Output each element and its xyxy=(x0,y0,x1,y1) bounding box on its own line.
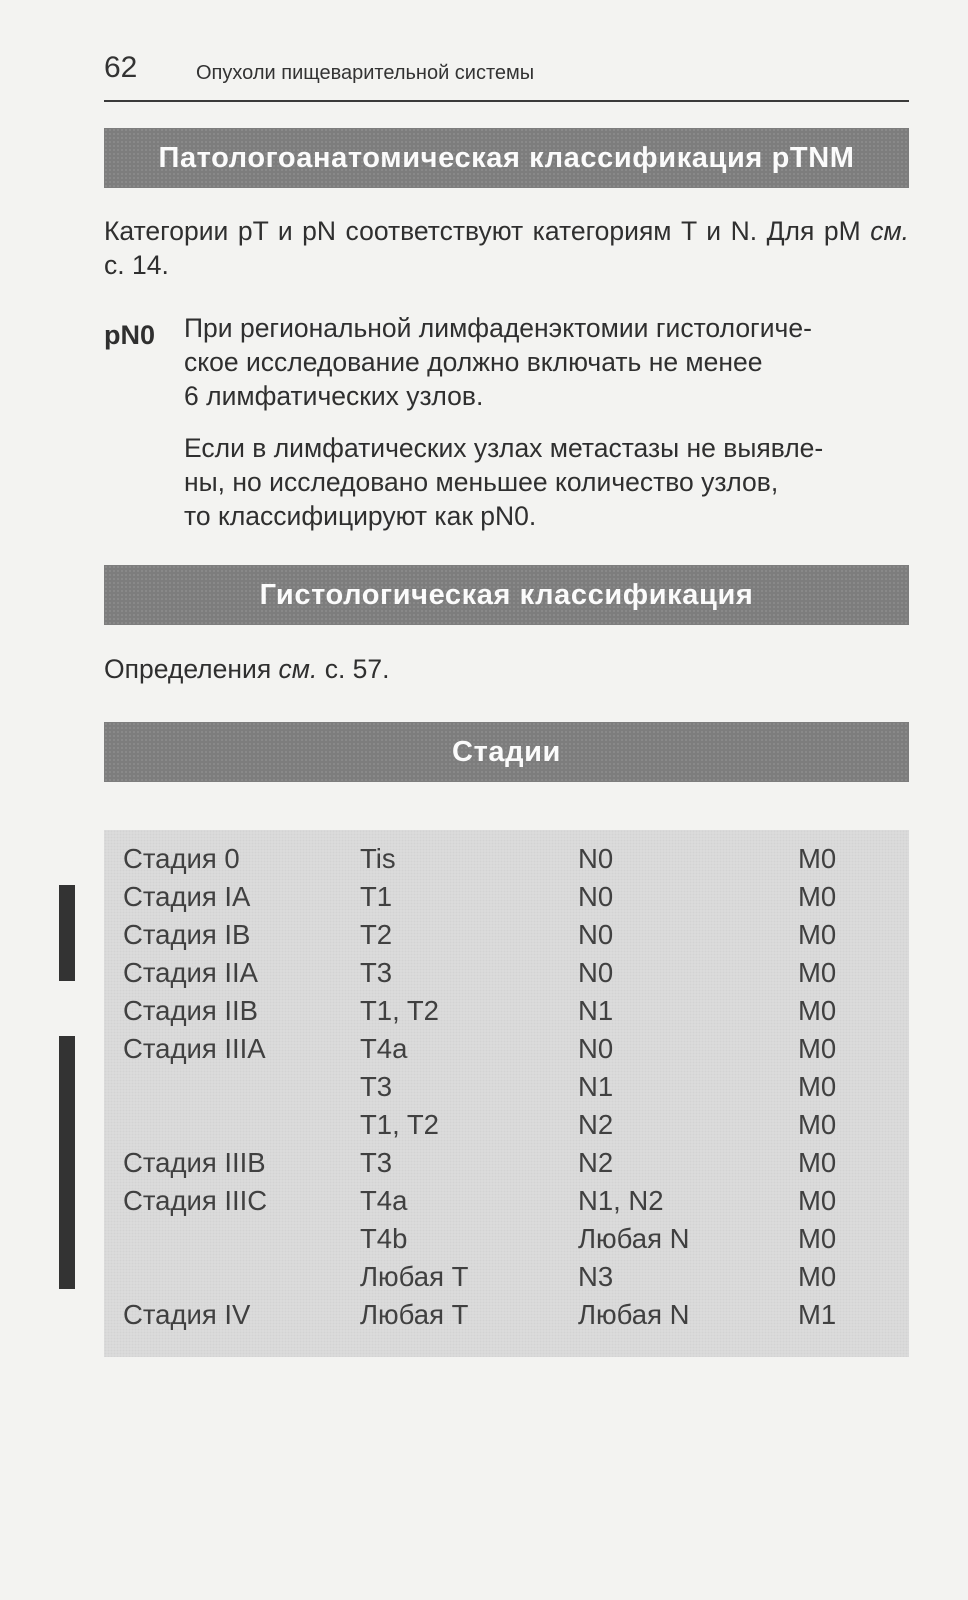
pn0-definition-line: ское исследование должно включать не менее xyxy=(184,347,763,377)
stage-n-category: N0 xyxy=(578,1033,614,1064)
stage-t-category: T1 xyxy=(360,881,393,912)
stage-t-category: T4a xyxy=(360,1185,408,1216)
stage-n-category: Любая N xyxy=(578,1299,690,1330)
stage-row xyxy=(104,878,909,916)
stage-t-category: T2 xyxy=(360,919,393,950)
stage-n-category: N0 xyxy=(578,957,614,988)
stage-t-category: T3 xyxy=(360,1147,393,1178)
stage-n-category: N0 xyxy=(578,919,614,950)
stage-n-category: N3 xyxy=(578,1261,614,1292)
ptnm-intro-text: Категории pT и pN соответствуют категориям T и N. Для pM xyxy=(104,216,861,246)
histology-ref: см. xyxy=(278,654,318,684)
ptnm-intro-ref: см. xyxy=(870,216,909,246)
stage-row xyxy=(104,1106,909,1144)
stage-n-category: N2 xyxy=(578,1147,614,1178)
histology-text: Определения xyxy=(104,654,272,684)
running-title: Опухоли пищеварительной системы xyxy=(196,62,535,84)
stages-section-heading: Стадии xyxy=(104,722,909,782)
pn0-note-line: Если в лимфатических узлах метастазы не выявле- xyxy=(184,433,824,463)
running-head xyxy=(104,48,909,102)
stage-row xyxy=(104,1296,909,1334)
stage-t-category: T1, T2 xyxy=(360,995,439,1026)
stage-row xyxy=(104,840,909,878)
histology-paragraph xyxy=(104,652,909,686)
stage-n-category: N0 xyxy=(578,881,614,912)
pn0-definition-line: При региональной лимфаденэктомии гистологиче- xyxy=(184,313,812,343)
stages-table xyxy=(104,830,909,1357)
stage-row xyxy=(104,1182,909,1220)
stage-label: Стадия IIIB xyxy=(123,1147,266,1178)
stage-m-category: M1 xyxy=(798,1299,837,1330)
stage-t-category: T3 xyxy=(360,957,393,988)
stage-m-category: M0 xyxy=(798,957,837,988)
stage-label: Стадия IIIA xyxy=(123,1033,266,1064)
stage-m-category: M0 xyxy=(798,1185,837,1216)
stage-n-category: N0 xyxy=(578,843,614,874)
stage-label: Стадия IA xyxy=(123,881,251,912)
stage-m-category: M0 xyxy=(798,1071,837,1102)
stage-label: Стадия IB xyxy=(123,919,251,950)
page-number: 62 xyxy=(104,51,138,84)
stage-m-category: M0 xyxy=(798,881,837,912)
pn0-definition xyxy=(184,311,914,413)
stage-n-category: N1 xyxy=(578,995,614,1026)
stage-row xyxy=(104,1258,909,1296)
stage-row xyxy=(104,1030,909,1068)
ptnm-intro-page: с. 14. xyxy=(104,250,169,280)
stage-row xyxy=(104,1144,909,1182)
stage-n-category: N1 xyxy=(578,1071,614,1102)
stage-label: Стадия IIIC xyxy=(123,1185,268,1216)
stage-t-category: T4b xyxy=(360,1223,408,1254)
stage-row xyxy=(104,1220,909,1258)
stage-m-category: M0 xyxy=(798,1109,837,1140)
stage-m-category: M0 xyxy=(798,995,837,1026)
stage-label: Стадия IIB xyxy=(123,995,259,1026)
stage-row xyxy=(104,992,909,1030)
pn0-definition-line: 6 лимфатических узлов. xyxy=(184,381,484,411)
pn0-note-line: ны, но исследовано меньшее количество узлов, xyxy=(184,467,779,497)
stage-m-category: M0 xyxy=(798,843,837,874)
stage-m-category: M0 xyxy=(798,919,837,950)
stage-n-category: N2 xyxy=(578,1109,614,1140)
stage-t-category: Tis xyxy=(360,843,396,874)
ptnm-section-heading: Патологоанатомическая классификация pTNM xyxy=(104,128,909,188)
stage-m-category: M0 xyxy=(798,1223,837,1254)
pn0-note xyxy=(184,431,914,533)
stage-row xyxy=(104,1068,909,1106)
stage-t-category: Любая T xyxy=(360,1299,469,1330)
ptnm-intro-paragraph xyxy=(104,214,909,282)
stage-n-category: Любая N xyxy=(578,1223,690,1254)
stage-row xyxy=(104,954,909,992)
histology-page: с. 57. xyxy=(324,654,390,684)
pn0-term: pN0 xyxy=(104,320,156,350)
stage-t-category: T4a xyxy=(360,1033,408,1064)
stage-m-category: M0 xyxy=(798,1033,837,1064)
pn0-note-line: то классифицируют как pN0. xyxy=(184,501,537,531)
stage-t-category: Любая T xyxy=(360,1261,469,1292)
stage-label: Стадия 0 xyxy=(123,843,240,874)
stage-label: Стадия IIA xyxy=(123,957,259,988)
margin-change-bar xyxy=(59,1036,75,1289)
histology-section-heading: Гистологическая классификация xyxy=(104,565,909,625)
stage-n-category: N1, N2 xyxy=(578,1185,664,1216)
margin-change-bar xyxy=(59,885,75,981)
stage-m-category: M0 xyxy=(798,1261,837,1292)
stage-m-category: M0 xyxy=(798,1147,837,1178)
stage-t-category: T1, T2 xyxy=(360,1109,439,1140)
stage-t-category: T3 xyxy=(360,1071,393,1102)
stage-label: Стадия IV xyxy=(123,1299,251,1330)
stage-row xyxy=(104,916,909,954)
